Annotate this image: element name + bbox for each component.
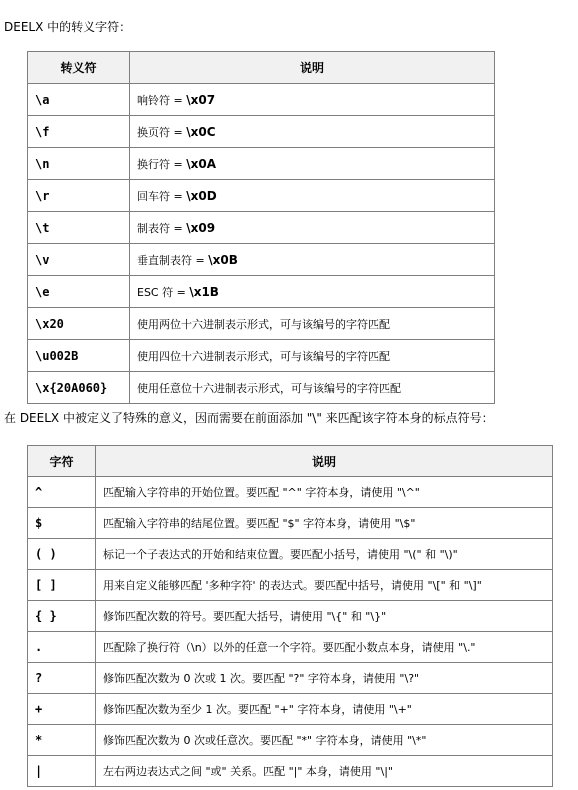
description-text: 使用任意位十六进制表示形式，可与该编号的字符匹配 [137, 381, 401, 395]
description-text: 使用两位十六进制表示形式，可与该编号的字符匹配 [137, 317, 390, 331]
column-header-escape: 转义符 [28, 52, 130, 84]
description-cell [130, 148, 495, 180]
table-row [28, 725, 553, 756]
description-text: 修饰匹配次数为至少 1 次。要匹配 "+" 字符本身，请使用 "\+" [103, 703, 412, 716]
special-chars-table [27, 445, 553, 787]
table-row [28, 244, 495, 276]
description-cell [96, 725, 553, 756]
description-text: 匹配除了换行符（\n）以外的任意一个字符。要匹配小数点本身，请使用 "\." [103, 641, 476, 654]
description-cell [96, 539, 553, 570]
symbol-cell: \u002B [28, 340, 130, 372]
description-cell [96, 508, 553, 539]
symbol-cell: ? [28, 663, 96, 694]
table-row [28, 539, 553, 570]
table-row [28, 276, 495, 308]
table-row [28, 308, 495, 340]
hex-code: \x0C [186, 124, 216, 139]
symbol-cell: \x20 [28, 308, 130, 340]
symbol-cell: * [28, 725, 96, 756]
description-text: 修饰匹配次数的符号。要匹配大括号，请使用 "\{" 和 "\}" [103, 610, 387, 623]
description-text: 使用四位十六进制表示形式，可与该编号的字符匹配 [137, 349, 390, 363]
table-header-row [28, 446, 553, 477]
description-text: 回车符 = [137, 189, 187, 203]
description-text: 修饰匹配次数为 0 次或 1 次。要匹配 "?" 字符本身，请使用 "\?" [103, 672, 420, 685]
symbol-cell: ( ) [28, 539, 96, 570]
description-text: 标记一个子表达式的开始和结束位置。要匹配小括号，请使用 "\(" 和 "\)" [103, 548, 458, 561]
hex-code: \x0A [186, 156, 216, 171]
symbol-cell: \x{20A060} [28, 372, 130, 404]
table-row [28, 508, 553, 539]
symbol-cell: . [28, 632, 96, 663]
description-cell [130, 308, 495, 340]
description-text: 换页符 = [137, 125, 187, 139]
special-punctuation-heading: 在 DEELX 中被定义了特殊的意义，因而需要在前面添加 "\" 来匹配该字符本身的标点符号： [4, 411, 494, 425]
symbol-cell: [ ] [28, 570, 96, 601]
table-row [28, 84, 495, 116]
description-cell [96, 477, 553, 508]
description-cell [96, 663, 553, 694]
description-cell [96, 694, 553, 725]
column-header-description: 说明 [96, 446, 553, 477]
description-text: 左右两边表达式之间 "或" 关系。匹配 "|" 本身，请使用 "\|" [103, 765, 393, 778]
description-cell [130, 244, 495, 276]
table-row [28, 212, 495, 244]
symbol-cell: $ [28, 508, 96, 539]
hex-code: \x1B [189, 284, 219, 299]
description-text: 匹配输入字符串的开始位置。要匹配 "^" 字符本身，请使用 "\^" [103, 486, 420, 499]
symbol-cell: \f [28, 116, 130, 148]
table-row [28, 148, 495, 180]
description-cell [96, 632, 553, 663]
description-cell [130, 340, 495, 372]
description-cell [130, 84, 495, 116]
table-row [28, 477, 553, 508]
column-header-character: 字符 [28, 446, 96, 477]
hex-code: \x0B [208, 252, 238, 267]
description-cell [96, 570, 553, 601]
symbol-cell: + [28, 694, 96, 725]
table-row [28, 340, 495, 372]
description-text: 垂直制表符 = [137, 253, 209, 267]
escape-chars-table [27, 51, 495, 404]
symbol-cell: | [28, 756, 96, 787]
description-text: ESC 符 = [137, 285, 190, 299]
description-text: 响铃符 = [137, 93, 187, 107]
table-row [28, 372, 495, 404]
symbol-cell: \n [28, 148, 130, 180]
hex-code: \x09 [186, 220, 216, 235]
table-header-row [28, 52, 495, 84]
table-row [28, 663, 553, 694]
description-text: 制表符 = [137, 221, 187, 235]
description-cell [130, 212, 495, 244]
table-row [28, 570, 553, 601]
table-row [28, 180, 495, 212]
symbol-cell: \a [28, 84, 130, 116]
hex-code: \x0D [186, 188, 217, 203]
symbol-cell: { } [28, 601, 96, 632]
table-row [28, 694, 553, 725]
hex-code: \x07 [186, 92, 216, 107]
description-text: 修饰匹配次数为 0 次或任意次。要匹配 "*" 字符本身，请使用 "\*" [103, 734, 427, 747]
symbol-cell: \e [28, 276, 130, 308]
escape-chars-heading: DEELX 中的转义字符： [4, 20, 132, 34]
symbol-cell: \v [28, 244, 130, 276]
description-cell [130, 276, 495, 308]
symbol-cell: ^ [28, 477, 96, 508]
symbol-cell: \t [28, 212, 130, 244]
description-cell [130, 372, 495, 404]
column-header-description: 说明 [130, 52, 495, 84]
table-row [28, 632, 553, 663]
table-row [28, 756, 553, 787]
description-text: 换行符 = [137, 157, 187, 171]
symbol-cell: \r [28, 180, 130, 212]
description-cell [96, 601, 553, 632]
description-text: 匹配输入字符串的结尾位置。要匹配 "$" 字符本身，请使用 "\$" [103, 517, 416, 530]
description-cell [130, 116, 495, 148]
description-cell [130, 180, 495, 212]
table-row [28, 116, 495, 148]
description-cell [96, 756, 553, 787]
description-text: 用来自定义能够匹配 '多种字符' 的表达式。要匹配中括号，请使用 "\[" 和 "\]" [103, 579, 482, 592]
table-row [28, 601, 553, 632]
